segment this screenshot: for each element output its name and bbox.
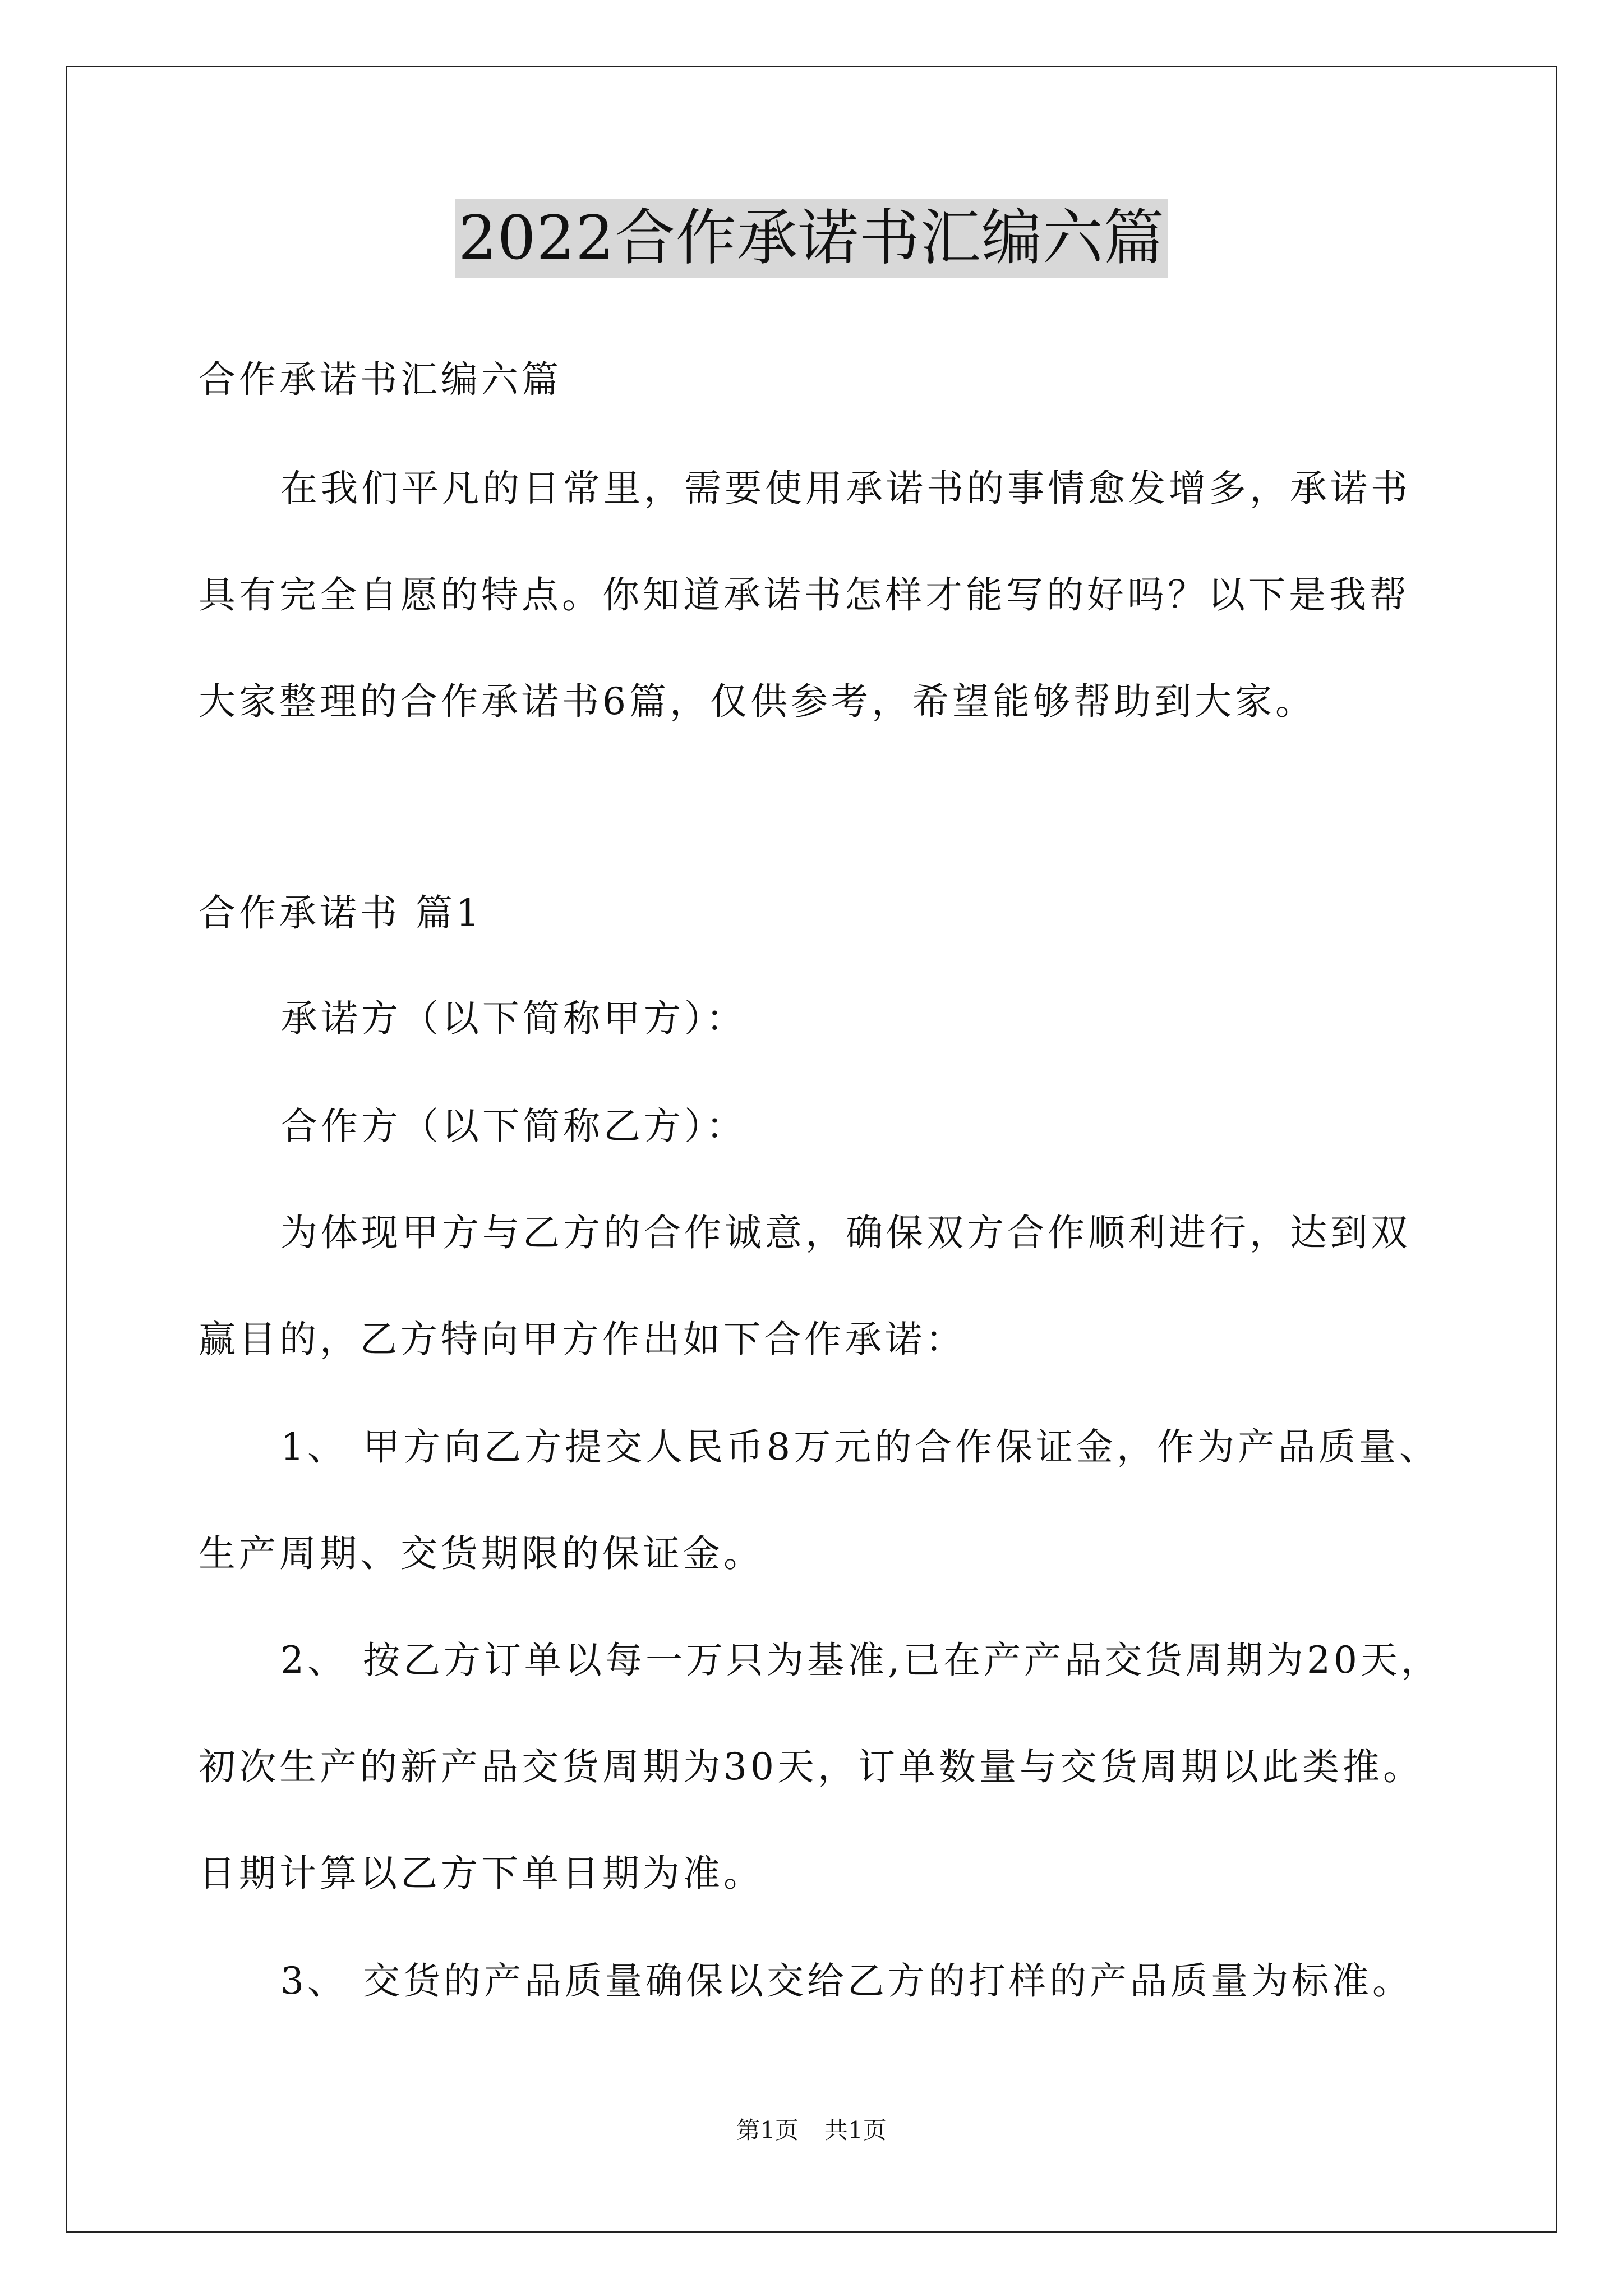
paragraph-line: 在我们平凡的日常里，需要使用承诺书的事情愈发增多，承诺书 (280, 467, 1411, 510)
page-number-current: 第1页 (736, 2116, 799, 2144)
title-wrapper (0, 199, 1623, 278)
paragraph-line: 赢目的，乙方特向甲方作出如下合作承诺： (199, 1318, 966, 1361)
paragraph-line: 日期计算以乙方下单日期为准。 (199, 1852, 764, 1895)
paragraph-line: 初次生产的新产品交货周期为30天，订单数量与交货周期以此类推。 (199, 1745, 1423, 1788)
list-item-line: 2、 按乙方订单以每一万只为基准,已在产产品交货周期为20天， (280, 1639, 1441, 1682)
section-heading: 合作承诺书 篇1 (199, 891, 483, 935)
list-item-line: 1、 甲方向乙方提交人民币8万元的合作保证金，作为产品质量、 (280, 1425, 1440, 1469)
page-footer (0, 2114, 1623, 2147)
paragraph-line: 大家整理的合作承诺书6篇，仅供参考，希望能够帮助到大家。 (199, 680, 1316, 723)
paragraph-line: 具有完全自愿的特点。你知道承诺书怎样才能写的好吗？以下是我帮 (199, 573, 1410, 616)
paragraph-line: 为体现甲方与乙方的合作诚意，确保双方合作顺利进行，达到双 (280, 1211, 1411, 1254)
page-number-total: 共1页 (824, 2116, 887, 2144)
paragraph-line: 承诺方（以下简称甲方）： (280, 997, 746, 1040)
document-title: 2022合作承诺书汇编六篇 (455, 199, 1168, 278)
subtitle-line: 合作承诺书汇编六篇 (199, 358, 562, 401)
paragraph-line: 生产周期、交货期限的保证金。 (199, 1532, 764, 1575)
paragraph-line: 合作方（以下简称乙方）： (280, 1105, 746, 1148)
list-item-line: 3、 交货的产品质量确保以交给乙方的打样的产品质量为标准。 (280, 1959, 1413, 2003)
